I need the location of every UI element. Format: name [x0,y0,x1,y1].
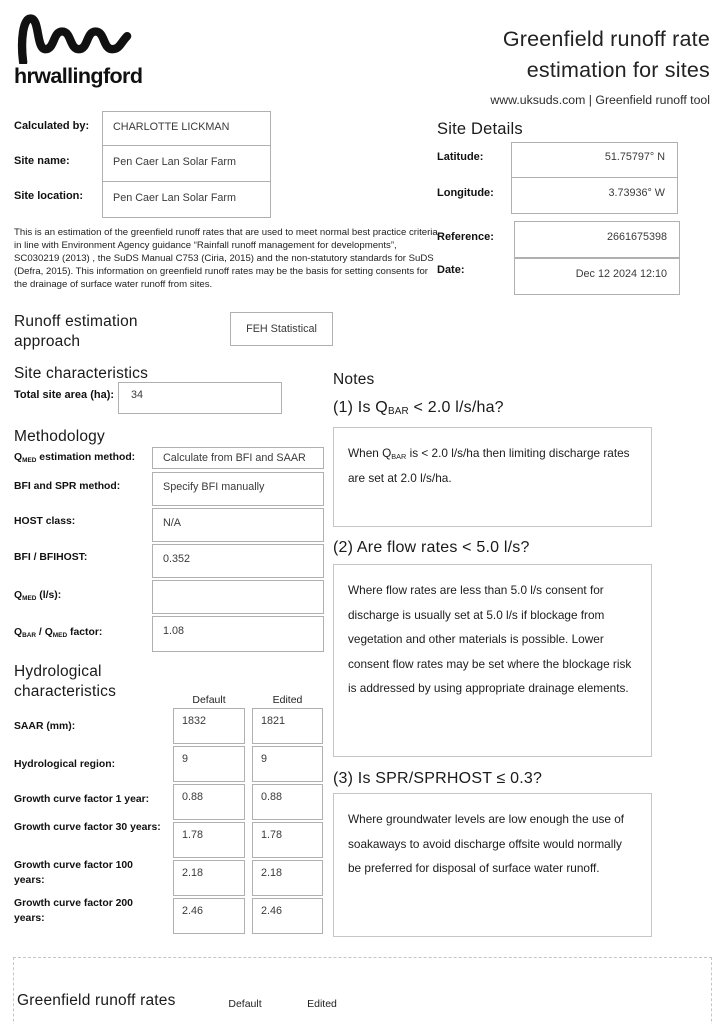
hydro-col-edited: Edited [272,694,303,706]
latitude-field[interactable] [511,142,678,178]
note3-box [333,793,652,937]
gcf-30yr-default-value: 1.78 [182,829,204,841]
saar-default-value: 1832 [182,715,207,727]
hydrological-heading-line2: characteristics [14,682,117,700]
saar-label: SAAR (mm): [14,721,76,732]
gcf-200yr-edited-field[interactable] [252,898,323,934]
gcf-30yr-edited-field[interactable] [252,822,323,858]
calculated-by-label: Calculated by: [14,120,90,132]
note1-body: When $Q_{BAR}$ is < 2.0 l/s/ha then limiting discharge rates are set at 2.0 l/s/ha. [348,446,630,485]
approach-heading [14,312,138,351]
gcf-1yr-default-field[interactable] [173,784,245,820]
gcf-1yr-default-value: 0.88 [182,791,204,803]
runoff-rates-col-default: Default [228,998,262,1010]
site-name-label: Site name: [14,155,70,167]
longitude-label: Longitude: [437,187,494,199]
note3-title: (3) Is SPR/SPRHOST ≤ 0.3? [333,770,543,787]
date-value: Dec 12 2024 12:10 [575,268,667,280]
bfi-bfihost-value: 0.352 [163,553,191,565]
methodology-heading: Methodology [14,428,105,445]
qmed-method-label: $Q_{MED}$ estimation method: [14,452,136,464]
saar-edited-value: 1821 [261,715,286,727]
saar-default-field[interactable] [173,708,245,744]
runoff-rates-col-edited: Edited [307,998,337,1010]
hydrological-heading-line1: Hydrological [14,663,102,680]
qmed-ls-value [153,581,323,597]
approach-value: FEH Statistical [246,323,317,335]
qbar-qmed-factor-label: $Q_{BAR} / Q_{MED}$ factor: [14,627,103,639]
gcf-1yr-edited-value: 0.88 [261,791,283,803]
qmed-method-field[interactable] [152,447,324,469]
hydro-region-edited-value: 9 [261,753,268,765]
notes-heading: Notes [333,371,375,388]
site-location-value: Pen Caer Lan Solar Farm [113,192,237,204]
calculated-by-value: CHARLOTTE LICKMAN [113,121,230,133]
host-class-field[interactable] [152,508,324,542]
gcf-100yr-default-value: 2.18 [182,867,204,879]
reference-value: 2661675398 [606,231,667,243]
gcf-100yr-label: Growth curve factor 100 years: [14,860,133,886]
gcf-1yr-edited-field[interactable] [252,784,323,820]
hydro-col-default: Default [192,694,226,706]
saar-edited-field[interactable] [252,708,323,744]
latitude-value: 51.75797° N [604,151,665,163]
approach-field[interactable] [230,312,333,346]
gcf-30yr-label: Growth curve factor 30 years: [14,822,161,833]
approach-heading-line2: approach [14,332,81,350]
bfi-spr-method-value: Specify BFI manually [163,481,265,493]
disclaimer-text: This is an estimation of the greenfield runoff rates that are used to meet normal best practice criteria in line with Environment Agency guidance “Rainfall runoff management for developments”, SC030219 (2013) , the SuDS Manual C753 (Ciria, 2015) and the non-statutory standards for SuDS (Defra, 2015). This information on greenfield runoff rates may be the basis for setting consents for the drainage of surface water runoff from sites. [14,227,438,291]
calculated-by-field[interactable] [102,111,271,146]
hydro-region-edited-field[interactable] [252,746,323,782]
gcf-1yr-label: Growth curve factor 1 year: [14,794,150,805]
gcf-30yr-default-field[interactable] [173,822,245,858]
reference-field[interactable] [514,221,680,258]
bfi-spr-method-field[interactable] [152,472,324,506]
hrwallingford-logo-text: hrwallingford [14,64,143,88]
site-name-field[interactable] [102,145,271,182]
gcf-200yr-edited-value: 2.46 [261,905,283,917]
note1-title: (1) Is $Q_{BAR} < 2.0$ l/s/ha? [333,399,504,417]
page-title-line2: estimation for sites [526,57,710,82]
qmed-ls-field[interactable] [152,580,324,614]
gcf-100yr-edited-value: 2.18 [261,867,283,879]
hydro-region-default-field[interactable] [173,746,245,782]
hrwallingford-wave-icon [14,12,140,64]
bfi-bfihost-field[interactable] [152,544,324,578]
site-name-value: Pen Caer Lan Solar Farm [113,156,237,168]
date-label: Date: [437,264,465,276]
host-class-label: HOST class: [14,516,76,527]
site-details-heading: Site Details [437,120,523,138]
note3-body: Where groundwater levels are low enough the use of soakaways to avoid discharge offsite would normally be preferred for disposal of surface water runoff. [348,812,625,875]
qbar-qmed-factor-value: 1.08 [163,625,185,637]
page-subtitle: www.uksuds.com | Greenfield runoff tool [490,93,710,107]
host-class-value: N/A [163,517,181,529]
bfi-bfihost-label: BFI / BFIHOST: [14,552,88,563]
note2-title: (2) Are flow rates < 5.0 l/s? [333,539,530,556]
page-title-line1: Greenfield runoff rate [502,27,710,51]
hydro-region-label: Hydrological region: [14,759,116,770]
longitude-value: 3.73936° W [608,187,665,199]
total-site-area-field[interactable] [118,382,282,414]
site-location-label: Site location: [14,190,84,202]
hydro-region-default-value: 9 [182,753,189,765]
gcf-100yr-edited-field[interactable] [252,860,323,896]
approach-heading-line1: Runoff estimation [14,313,138,330]
date-field[interactable] [514,258,680,295]
gcf-30yr-edited-value: 1.78 [261,829,283,841]
page-title [503,24,710,85]
total-site-area-value: 34 [131,389,144,401]
note1-box [333,427,652,527]
gcf-200yr-label: Growth curve factor 200 years: [14,898,133,924]
note2-box [333,564,652,757]
total-site-area-label: Total site area (ha): [14,389,115,401]
runoff-rates-heading: Greenfield runoff rates [17,992,176,1009]
note2-body: Where flow rates are less than 5.0 l/s consent for discharge is usually set at 5.0 l/s if blockage from vegetation and other materials is possible. Lower consent flow rates may be set where the blockage risk is addressed by using appropriate drainage elements. [348,583,632,695]
gcf-200yr-default-value: 2.46 [182,905,204,917]
gcf-200yr-default-field[interactable] [173,898,245,934]
hydrological-heading [14,662,116,701]
qmed-ls-label: $Q_{MED}$ (l/s): [14,590,62,602]
reference-label: Reference: [437,231,494,243]
qmed-method-value: Calculate from BFI and SAAR [163,452,306,464]
site-location-field[interactable] [102,181,271,218]
gcf-100yr-default-field[interactable] [173,860,245,896]
latitude-label: Latitude: [437,151,484,163]
bfi-spr-method-label: BFI and SPR method: [14,481,121,492]
qbar-qmed-factor-field[interactable] [152,616,324,652]
site-characteristics-heading: Site characteristics [14,365,149,382]
longitude-field[interactable] [511,177,678,214]
